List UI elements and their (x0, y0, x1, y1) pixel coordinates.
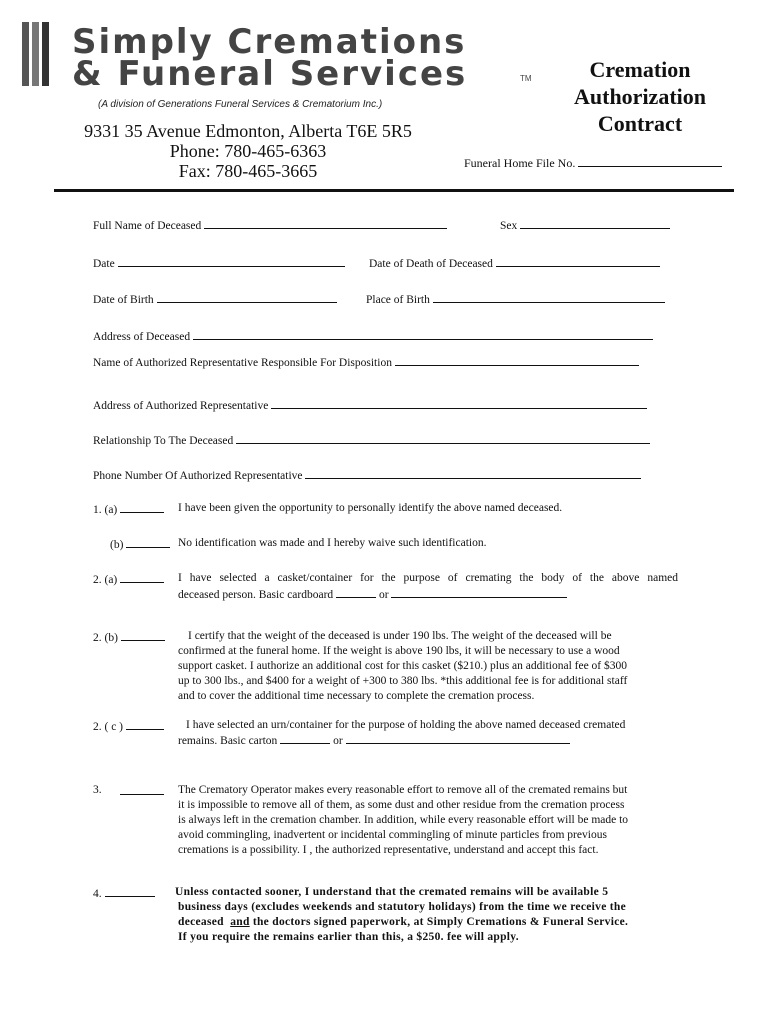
address-rep-blank[interactable] (271, 398, 647, 409)
item-2c-number: 2. ( c ) (93, 719, 164, 733)
file-number-blank[interactable] (578, 156, 722, 167)
item-3-text: The Crematory Operator makes every reasonable effort to remove all of the cremated remains but it is impossible to remove all of them, as some dust and other residue from the cremation process is always left in the cremation chamber. In addition, while every reasonable effort will be made to avoid commingling, inadvertent or incidental commingling of minute particles from previous cremations is a possibility. I , the authorized representative, understand and accept this fact. (178, 784, 629, 856)
full-name-field: Full Name of Deceased (93, 218, 447, 232)
item-2a-blank[interactable] (120, 572, 164, 583)
item-3-blank-wrap (120, 784, 164, 798)
item-1b-number: (b) (110, 537, 170, 551)
item-4-text: Unless contacted sooner, I understand that the cremated remains will be available 5 business days (excludes weekends and statutory holidays) from the time we receive the deceased and the doctors signed paperwork, at Simply Cremations & Funeral Service. If you require the remains earlier than this, a $250. fee will apply. (175, 886, 629, 943)
phone-rep-field: Phone Number Of Authorized Representative (93, 468, 641, 482)
brand-line-2: & Funeral Services (72, 54, 468, 94)
date-of-death-blank[interactable] (496, 256, 660, 267)
phone-rep-blank[interactable] (305, 468, 641, 479)
division-note: (A division of Generations Funeral Services & Crematorium Inc.) (98, 99, 383, 110)
phone: Phone: 780-465-6363 (169, 141, 327, 161)
basic-carton-blank[interactable] (280, 733, 330, 744)
authorized-rep-field: Name of Authorized Representative Responsible For Disposition (93, 355, 639, 369)
item-2c-blank[interactable] (126, 719, 164, 730)
item-2c-text: I have selected an urn/container for the purpose of holding the above named deceased cremated remains. Basic carton or (178, 719, 626, 747)
date-of-birth-blank[interactable] (157, 292, 337, 303)
item-1b-text: No identification was made and I hereby waive such identification. (178, 537, 487, 549)
authorized-rep-blank[interactable] (395, 355, 639, 366)
item-2a-number: 2. (a) (93, 572, 164, 586)
item-2b-text: I certify that the weight of the deceased is under 190 lbs. The weight of the deceased will be confirmed at the funeral home. If the weight is above 190 lbs, it will be necessary to use a wood support casket. I authorize an additional cost for this casket ($210.) plus an additional fee of $300 up to 300 lbs., and $400 for a weight of +300 to 380 lbs. *this additional fee is for additional staff and to cover the additional time necessary to complete the cremation process. (178, 630, 628, 702)
item-2a-text: I have selected a casket/container for the purpose of cremating the body of the above named (178, 572, 678, 584)
item-2b-number: 2. (b) (93, 630, 165, 644)
date-of-death-field: Date of Death of Deceased (369, 256, 660, 270)
date-of-birth-field: Date of Birth (93, 292, 337, 306)
full-name-blank[interactable] (204, 218, 447, 229)
item-2a-line2: deceased person. Basic cardboard or (178, 587, 567, 603)
street-address: 9331 35 Avenue Edmonton, Alberta T6E 5R5 (84, 121, 412, 141)
relationship-blank[interactable] (236, 433, 650, 444)
sex-field: Sex (500, 218, 670, 232)
urn-alternative-blank[interactable] (346, 733, 570, 744)
place-of-birth-field: Place of Birth (366, 292, 665, 306)
brand-line-1: Simply Cremations (72, 22, 467, 62)
relationship-field: Relationship To The Deceased (93, 433, 650, 447)
date-field: Date (93, 256, 345, 270)
item-1a-text: I have been given the opportunity to personally identify the above named deceased. (178, 502, 563, 514)
address-deceased-blank[interactable] (193, 329, 653, 340)
header-divider (54, 189, 734, 192)
item-1b-blank[interactable] (126, 537, 170, 548)
item-4-blank[interactable] (105, 886, 155, 897)
address-rep-field: Address of Authorized Representative (93, 398, 647, 412)
fax: Fax: 780-465-3665 (178, 161, 318, 181)
place-of-birth-blank[interactable] (433, 292, 665, 303)
logo-bars (22, 22, 66, 86)
date-blank[interactable] (118, 256, 345, 267)
item-1a-blank[interactable] (120, 502, 164, 513)
item-1a-number: 1. (a) (93, 502, 164, 516)
address-deceased-field: Address of Deceased (93, 329, 653, 343)
file-number-field: Funeral Home File No. (464, 156, 722, 171)
casket-alternative-blank[interactable] (391, 587, 567, 598)
document-title: Cremation Authorization Contract (574, 57, 706, 136)
item-3-number: 3. (93, 784, 102, 796)
item-3-blank[interactable] (120, 784, 164, 795)
trademark: TM (520, 74, 532, 83)
item-4-number: 4. (93, 886, 155, 900)
basic-cardboard-blank[interactable] (336, 587, 376, 598)
sex-blank[interactable] (520, 218, 670, 229)
item-2b-blank[interactable] (121, 630, 165, 641)
